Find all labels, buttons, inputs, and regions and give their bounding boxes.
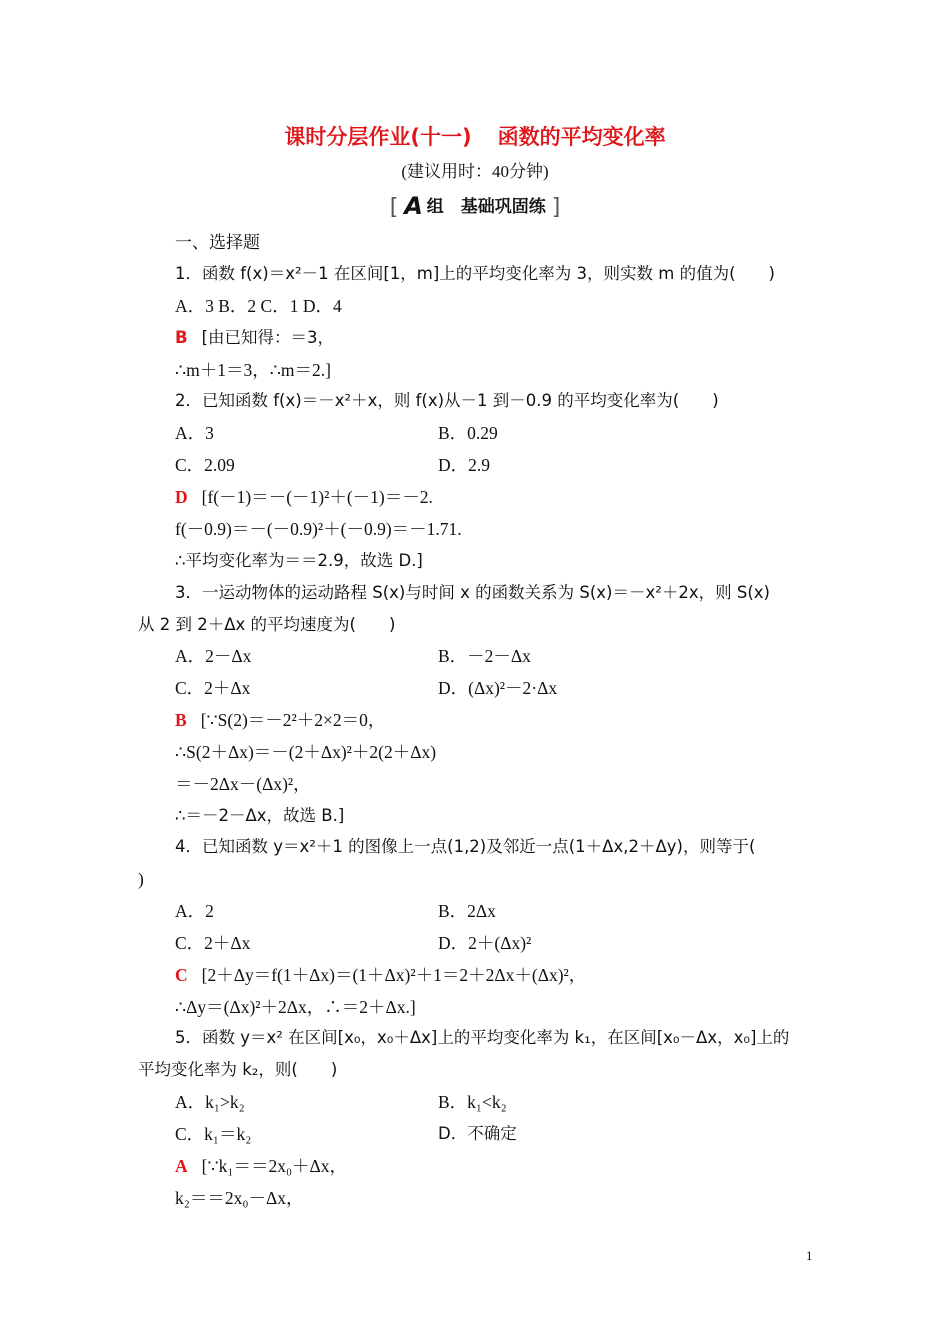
answer-text: [由已知得：＝3， [201,328,335,347]
answer-4 [175,964,586,986]
answer-2-line-3: ∴平均变化率为＝＝2.9，故选 D.] [175,551,423,570]
question-5: 5．函数 y＝x² 在区间[x₀，x₀＋Δx]上的平均变化率为 k₁，在区间[x₀－Δx，x₀]上的 [175,1028,790,1047]
option-4a: A．2 [175,901,214,921]
group-label: 组 基础巩固练 [426,197,546,217]
question-4: 4．已知函数 y＝x²＋1 的图像上一点(1,2)及邻近一点(1＋Δx,2＋Δy)，则等于( [175,837,756,856]
answer-2-line-2: f(－0.9)＝－(－0.9)²＋(－0.9)＝－1.71. [175,519,462,539]
option-3a: A．2－Δx [175,646,252,666]
answer-letter: A [175,1156,188,1176]
answer-3-line-4: ∴＝－2－Δx，故选 B.] [175,806,345,825]
option-2b: B．0.29 [438,423,498,443]
left-bracket: [ [389,195,399,220]
question-2: 2．已知函数 f(x)＝－x²＋x，则 f(x)从－1 到－0.9 的平均变化率为( ) [175,391,719,410]
option-3b: B．－2－Δx [438,646,531,666]
answer-letter: C [175,965,188,985]
answer-3-line-3: ＝－2Δx－(Δx)²， [175,774,311,794]
question-5-line-2: 平均变化率为 k₂，则( ) [138,1060,338,1079]
answer-1 [175,327,334,349]
option-4d: D．2＋(Δx)² [438,933,532,953]
option-2c: C．2.09 [175,455,235,475]
question-3-line-2: 从 2 到 2＋Δx 的平均速度为( ) [138,615,396,634]
option-5a: A．k₁>k₂ [175,1092,245,1112]
option-5c: C．k₁＝k₂ [175,1124,252,1144]
section-heading: 一、选择题 [175,233,260,253]
title-topic: 函数的平均变化率 [497,125,666,149]
answer-5 [175,1155,347,1177]
answer-text: [∵S(2)＝－2²＋2×2＝0， [200,710,386,730]
option-5d: D．不确定 [438,1124,517,1143]
group-letter: A [404,192,423,220]
option-3d: D．(Δx)²－2·Δx [438,678,558,698]
option-4c: C．2＋Δx [175,933,251,953]
answer-3 [175,709,385,731]
right-bracket: ] [551,195,561,220]
answer-4-line-2: ∴Δy＝(Δx)²＋2Δx，∴＝2＋Δx.] [175,997,416,1017]
page-title [0,121,950,151]
answer-text: [f(－1)＝－(－1)²＋(－1)＝－2. [201,487,433,507]
answer-1-line-2: ∴m＋1＝3，∴m＝2.] [175,360,331,380]
answer-letter: B [175,328,188,347]
answer-2 [175,486,433,508]
answer-text: [2＋Δy＝f(1＋Δx)＝(1＋Δx)²＋1＝2＋2Δx＋(Δx)²， [201,965,587,985]
option-3c: C．2＋Δx [175,678,251,698]
answer-5-line-2: k₂＝＝2x₀－Δx， [175,1188,304,1208]
answer-text: [∵k₁＝＝2x₀＋Δx， [201,1156,348,1176]
answer-letter: B [175,710,187,730]
question-3: 3．一运动物体的运动路程 S(x)与时间 x 的函数关系为 S(x)＝－x²＋2x，则 S(x) [175,583,770,602]
suggested-time: (建议用时：40分钟) [401,162,549,181]
option-2d: D．2.9 [438,455,491,475]
option-2a: A．3 [175,423,214,443]
group-heading [0,192,950,220]
option-5b: B．k₁<k₂ [438,1092,507,1112]
question-4-line-2: ) [138,869,144,889]
option-4b: B．2Δx [438,901,496,921]
title-series: 课时分层作业(十一) [284,125,472,149]
question-1: 1．函数 f(x)＝x²－1 在区间[1，m]上的平均变化率为 3，则实数 m 的值为( ) [175,264,775,283]
question-1-options: A．3 B．2 C．1 D．4 [175,296,342,316]
answer-3-line-2: ∴S(2＋Δx)＝－(2＋Δx)²＋2(2＋Δx) [175,742,437,762]
page-number: 1 [806,1248,813,1263]
answer-letter: D [175,487,188,507]
